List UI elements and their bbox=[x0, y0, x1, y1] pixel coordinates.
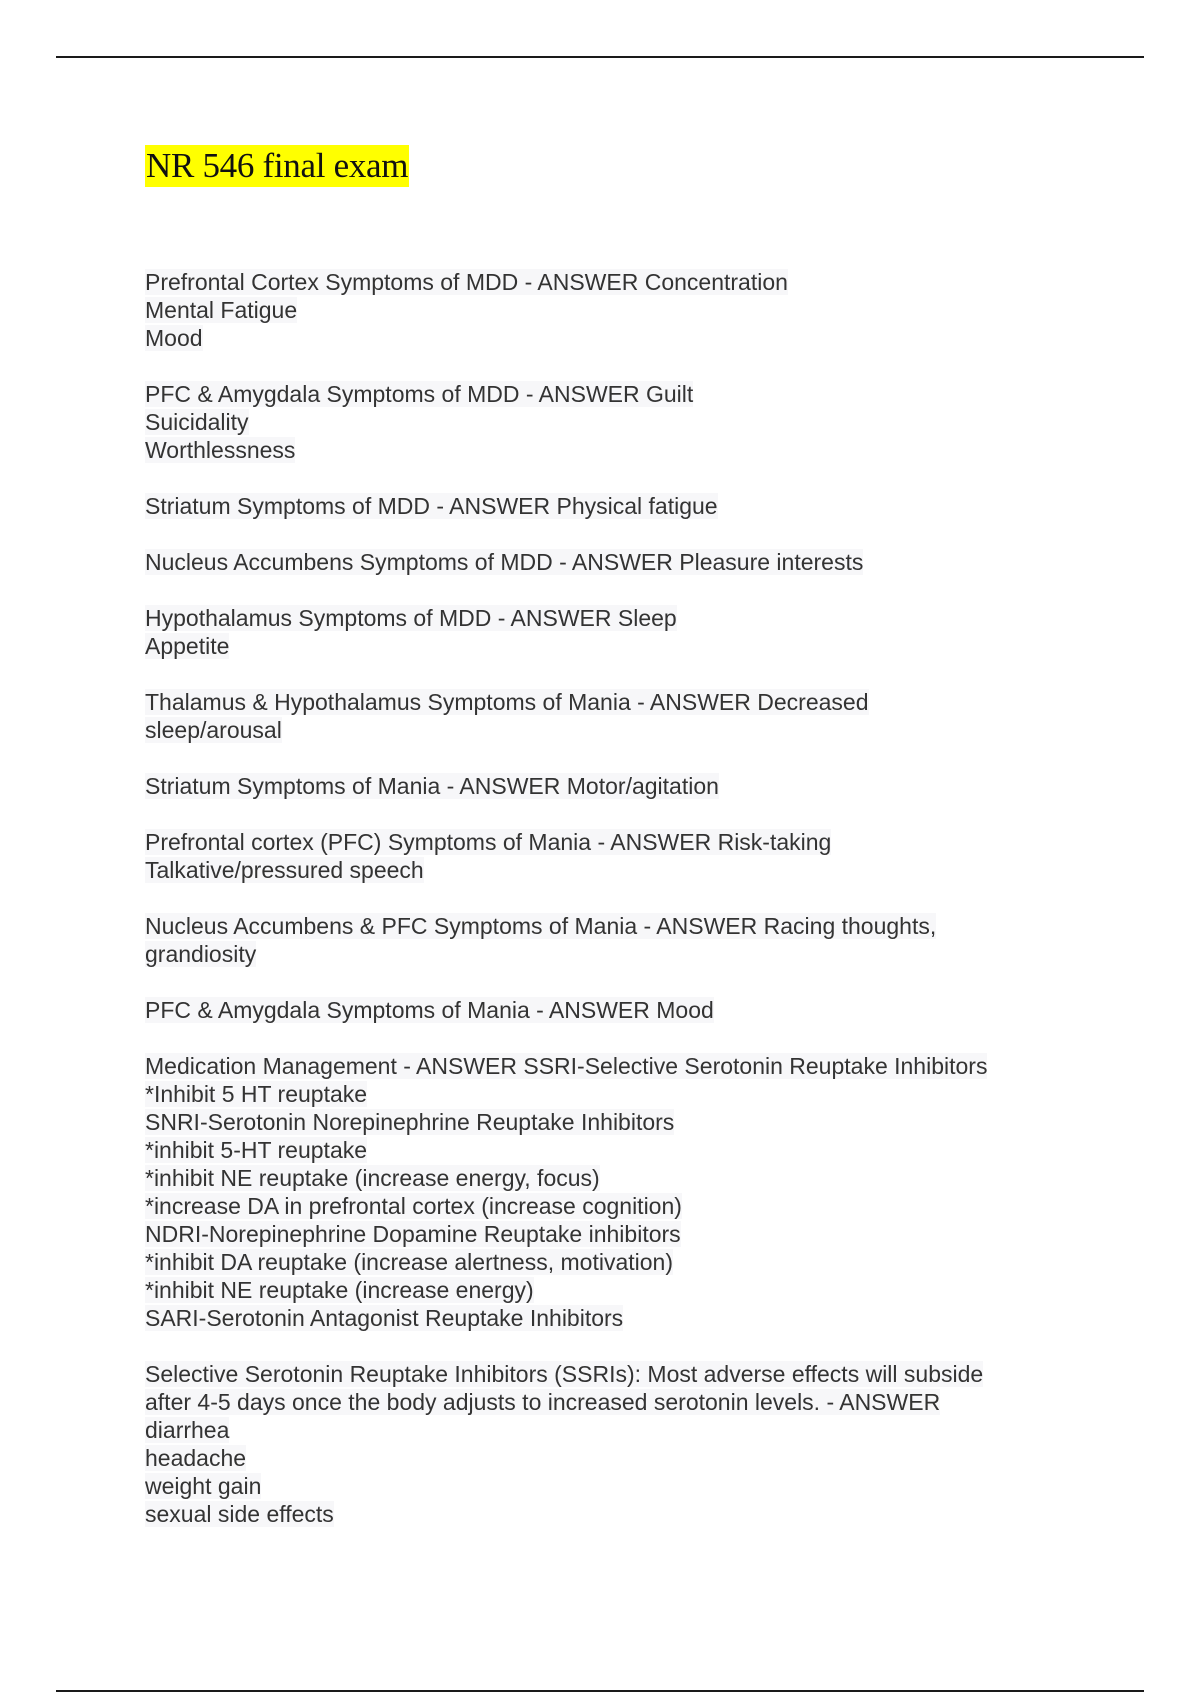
qa-question-line bbox=[145, 492, 1065, 520]
qa-line-text: *inhibit NE reuptake (increase energy, focus) bbox=[145, 1165, 600, 1191]
qa-item bbox=[145, 492, 1065, 520]
qa-line-text: Thalamus & Hypothalamus Symptoms of Mania - ANSWER Decreased bbox=[145, 689, 869, 715]
qa-item bbox=[145, 548, 1065, 576]
qa-question-line bbox=[145, 1360, 1065, 1388]
bottom-rule bbox=[56, 1690, 1144, 1692]
qa-item bbox=[145, 1360, 1065, 1528]
qa-line-text: Prefrontal cortex (PFC) Symptoms of Mania - ANSWER Risk-taking bbox=[145, 829, 832, 855]
qa-question-line bbox=[145, 604, 1065, 632]
qa-line-text: Selective Serotonin Reuptake Inhibitors (SSRIs): Most adverse effects will subside bbox=[145, 1361, 984, 1387]
qa-question-line bbox=[145, 380, 1065, 408]
qa-line-text: *inhibit 5-HT reuptake bbox=[145, 1137, 368, 1163]
qa-answer-line bbox=[145, 1416, 1065, 1444]
qa-answer-line bbox=[145, 1276, 1065, 1304]
qa-item bbox=[145, 604, 1065, 660]
qa-line-text: weight gain bbox=[145, 1473, 262, 1499]
qa-item bbox=[145, 912, 1065, 968]
top-rule bbox=[56, 56, 1144, 58]
qa-question-line bbox=[145, 548, 1065, 576]
qa-line-text: PFC & Amygdala Symptoms of MDD - ANSWER Guilt bbox=[145, 381, 694, 407]
qa-line-text: Worthlessness bbox=[145, 437, 296, 463]
qa-question-line bbox=[145, 912, 1065, 940]
qa-question-line bbox=[145, 688, 1065, 716]
qa-answer-line bbox=[145, 1444, 1065, 1472]
qa-line-text: headache bbox=[145, 1445, 247, 1471]
qa-line-text: SARI-Serotonin Antagonist Reuptake Inhibitors bbox=[145, 1305, 624, 1331]
qa-line-text: Nucleus Accumbens Symptoms of MDD - ANSWER Pleasure interests bbox=[145, 549, 864, 575]
qa-line-text: *inhibit DA reuptake (increase alertness, motivation) bbox=[145, 1249, 673, 1275]
qa-list bbox=[145, 268, 1065, 1556]
qa-answer-line bbox=[145, 1304, 1065, 1332]
qa-item bbox=[145, 380, 1065, 464]
qa-question-line bbox=[145, 828, 1065, 856]
qa-answer-line bbox=[145, 436, 1065, 464]
qa-answer-line bbox=[145, 1472, 1065, 1500]
qa-answer-line bbox=[145, 1080, 1065, 1108]
qa-line-text: after 4-5 days once the body adjusts to increased serotonin levels. - ANSWER bbox=[145, 1389, 941, 1415]
qa-question-line bbox=[145, 268, 1065, 296]
qa-line-text: Mental Fatigue bbox=[145, 297, 298, 323]
qa-line-text: grandiosity bbox=[145, 941, 257, 967]
qa-answer-line bbox=[145, 940, 1065, 968]
qa-line-text: Prefrontal Cortex Symptoms of MDD - ANSWER Concentration bbox=[145, 269, 788, 295]
qa-item bbox=[145, 1052, 1065, 1332]
qa-line-text: PFC & Amygdala Symptoms of Mania - ANSWER Mood bbox=[145, 997, 714, 1023]
qa-answer-line bbox=[145, 1500, 1065, 1528]
qa-line-text: Appetite bbox=[145, 633, 230, 659]
qa-item bbox=[145, 828, 1065, 884]
qa-line-text: diarrhea bbox=[145, 1417, 230, 1443]
qa-answer-line bbox=[145, 408, 1065, 436]
qa-answer-line bbox=[145, 716, 1065, 744]
qa-item bbox=[145, 996, 1065, 1024]
qa-answer-line bbox=[145, 632, 1065, 660]
qa-line-text: sexual side effects bbox=[145, 1501, 334, 1527]
qa-answer-line bbox=[145, 1220, 1065, 1248]
qa-question-line bbox=[145, 1052, 1065, 1080]
qa-line-text: sleep/arousal bbox=[145, 717, 282, 743]
qa-line-text: Talkative/pressured speech bbox=[145, 857, 424, 883]
qa-answer-line bbox=[145, 1164, 1065, 1192]
page-title: NR 546 final exam bbox=[146, 146, 409, 185]
qa-line-text: *inhibit NE reuptake (increase energy) bbox=[145, 1277, 534, 1303]
qa-answer-line bbox=[145, 1192, 1065, 1220]
qa-answer-line bbox=[145, 1388, 1065, 1416]
qa-answer-line bbox=[145, 1108, 1065, 1136]
qa-line-text: Hypothalamus Symptoms of MDD - ANSWER Sleep bbox=[145, 605, 677, 631]
qa-line-text: SNRI-Serotonin Norepinephrine Reuptake Inhibitors bbox=[145, 1109, 675, 1135]
qa-line-text: Nucleus Accumbens & PFC Symptoms of Mania - ANSWER Racing thoughts, bbox=[145, 913, 937, 939]
qa-answer-line bbox=[145, 296, 1065, 324]
qa-line-text: NDRI-Norepinephrine Dopamine Reuptake inhibitors bbox=[145, 1221, 681, 1247]
qa-line-text: Mood bbox=[145, 325, 203, 351]
qa-line-text: *increase DA in prefrontal cortex (increase cognition) bbox=[145, 1193, 682, 1219]
qa-answer-line bbox=[145, 1248, 1065, 1276]
qa-question-line bbox=[145, 772, 1065, 800]
qa-line-text: Striatum Symptoms of Mania - ANSWER Motor/agitation bbox=[145, 773, 719, 799]
qa-line-text: *Inhibit 5 HT reuptake bbox=[145, 1081, 368, 1107]
qa-item bbox=[145, 688, 1065, 744]
qa-answer-line bbox=[145, 856, 1065, 884]
qa-item bbox=[145, 268, 1065, 352]
qa-item bbox=[145, 772, 1065, 800]
qa-answer-line bbox=[145, 324, 1065, 352]
qa-line-text: Striatum Symptoms of MDD - ANSWER Physical fatigue bbox=[145, 493, 718, 519]
qa-line-text: Medication Management - ANSWER SSRI-Selective Serotonin Reuptake Inhibitors bbox=[145, 1053, 988, 1079]
qa-answer-line bbox=[145, 1136, 1065, 1164]
qa-line-text: Suicidality bbox=[145, 409, 249, 435]
qa-question-line bbox=[145, 996, 1065, 1024]
